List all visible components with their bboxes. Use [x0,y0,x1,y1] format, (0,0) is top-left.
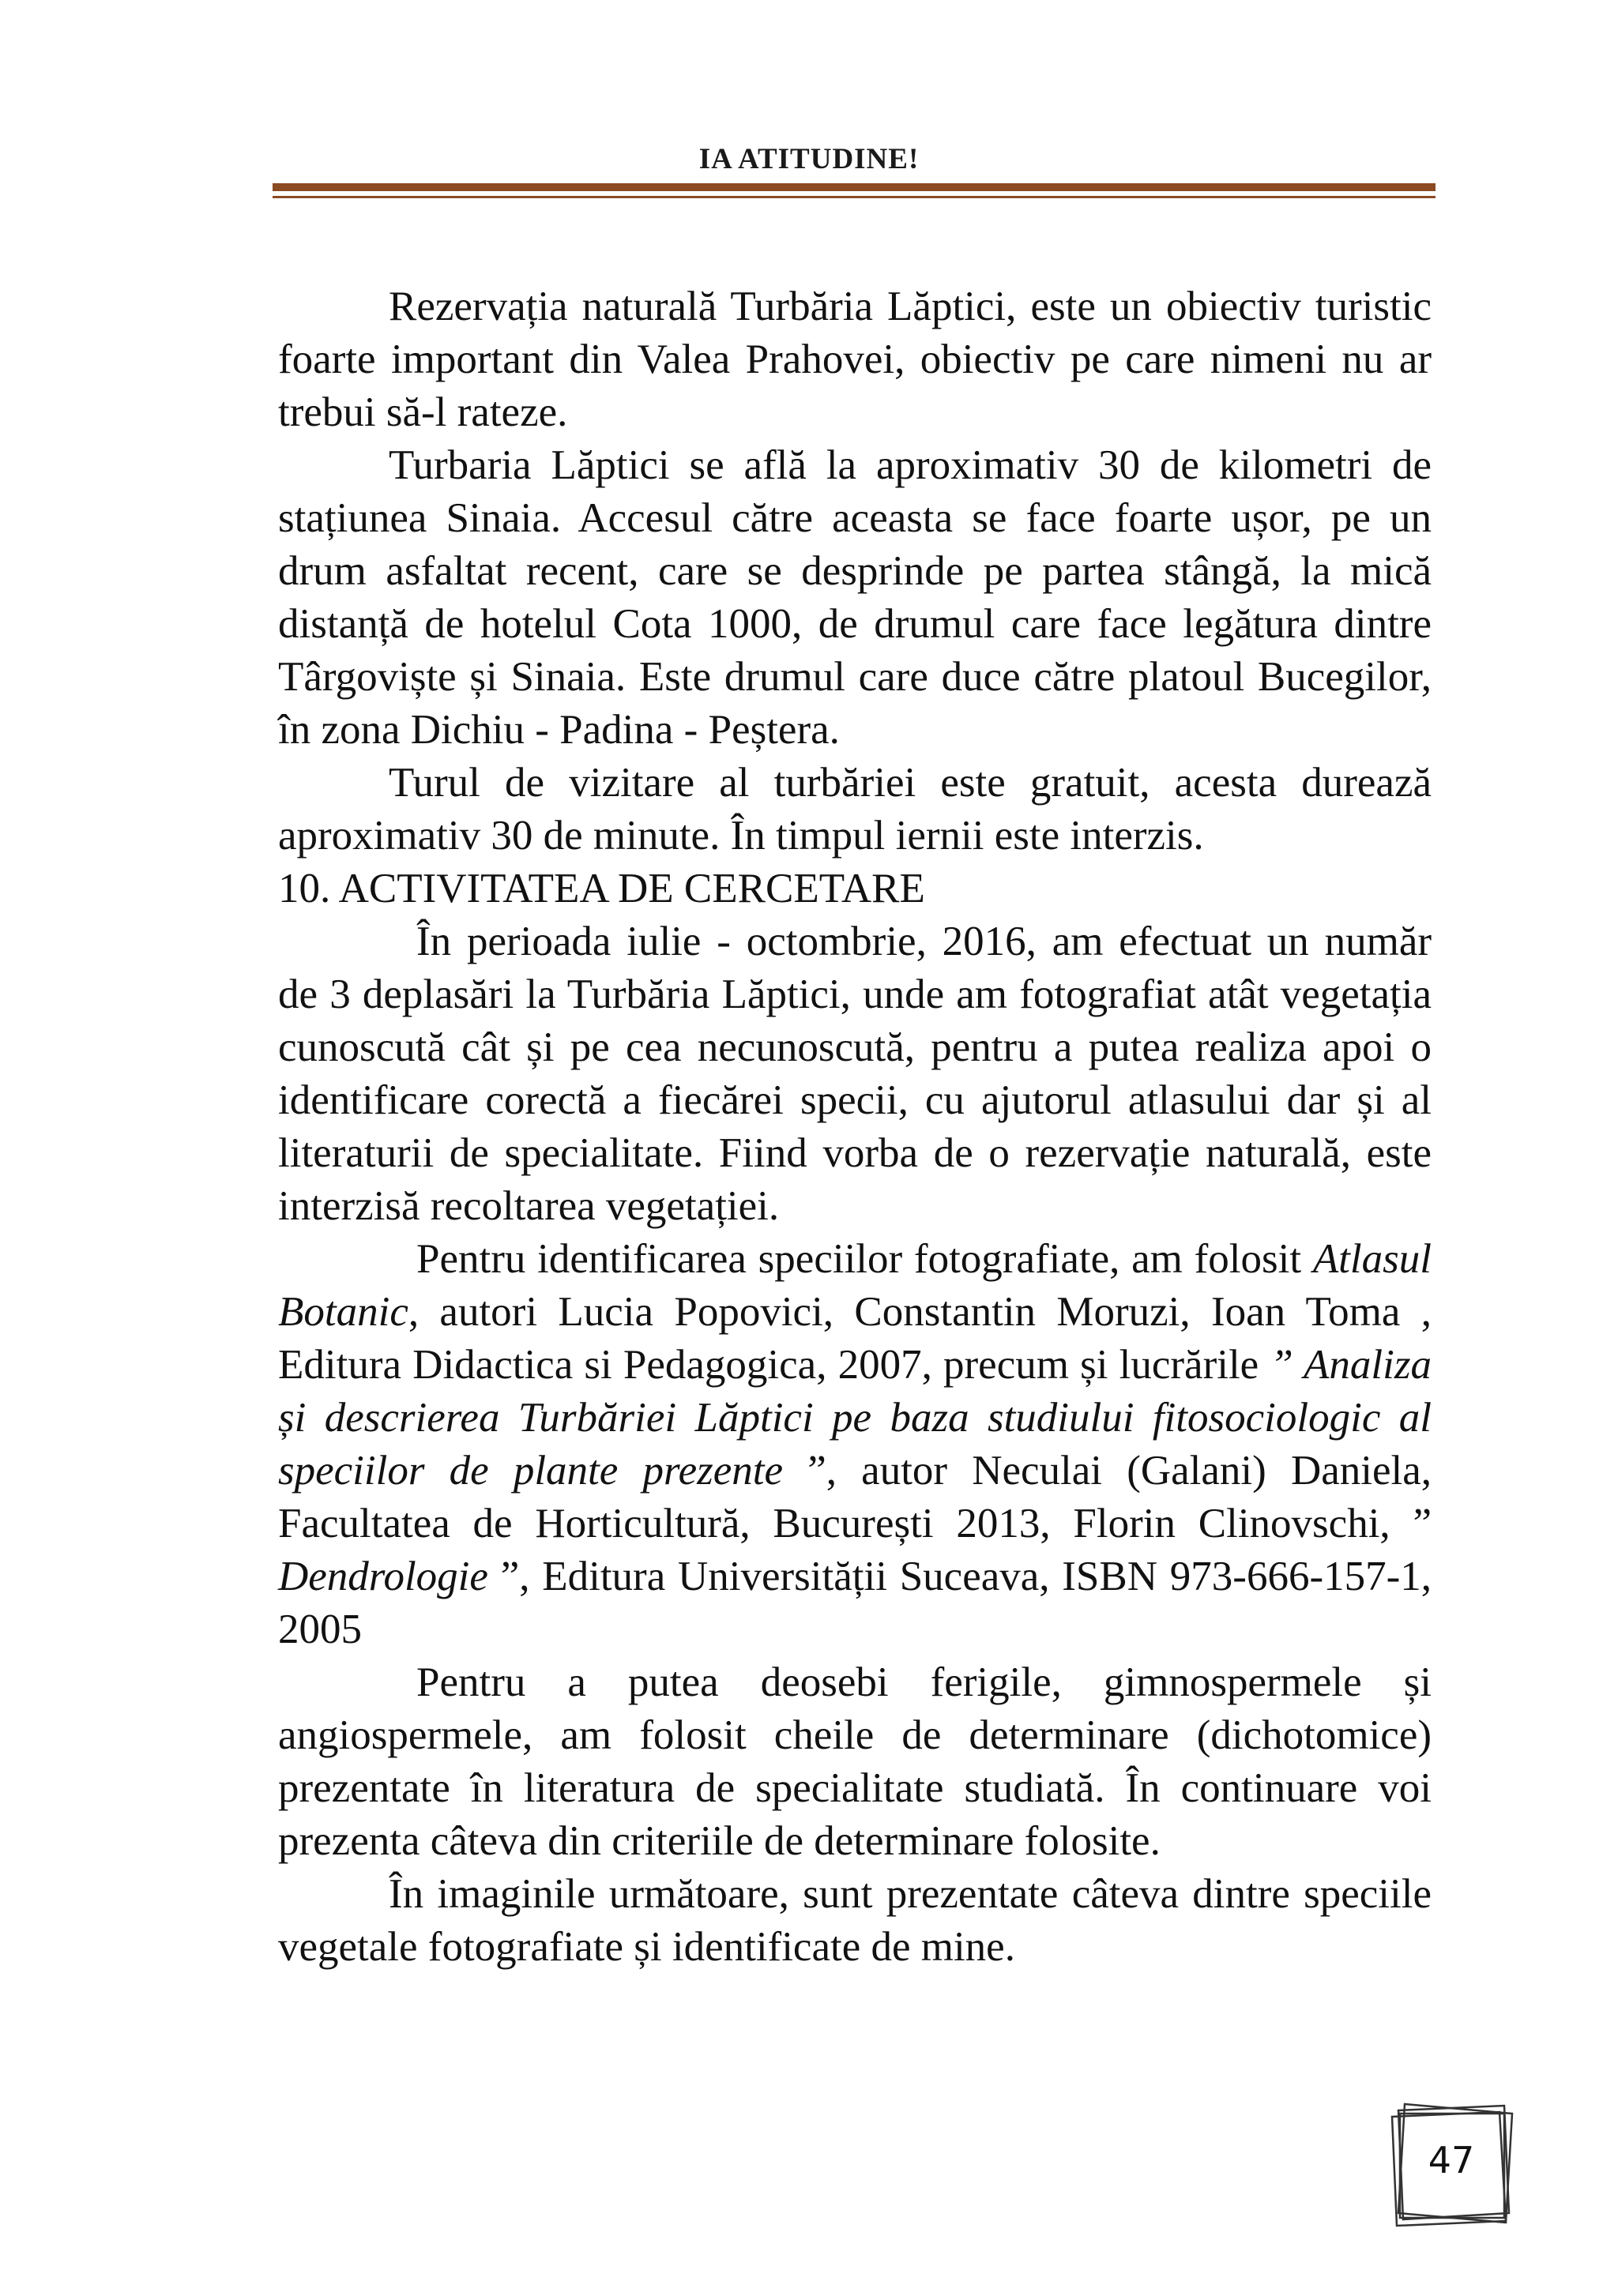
paragraph-7: În imaginile următoare, sunt prezentate câteva dintre speciile vegetale fotografiate și identificate de mine. [278,1871,1432,1970]
page-number-frame [1381,2095,1522,2235]
book-title-dendrologie: Dendrologie [278,1554,488,1599]
paragraph-3: Turul de vizitare al turbăriei este gratuit, acesta durează aproximativ 30 de minute. În timpul iernii este interzis. [278,760,1432,859]
paragraph-5-part-c: ”, autor Neculai (Galani) Daniela, Facultatea de Horticultură, București 2013, Florin Clinovschi, ” [278,1448,1432,1546]
paragraph-5-part-a: Pentru identificarea speciilor fotografiate, am folosit [416,1236,1313,1282]
running-header: IA ATITUDINE! [698,143,920,175]
main-text [278,280,1432,1974]
paragraph-5-part-d: ”, Editura Universității Suceava, ISBN 973-666-157-1, 2005 [278,1554,1432,1652]
header-rule-thin [273,196,1436,198]
paragraph-2: Turbaria Lăptici se află la aproximativ 30 de kilometri de stațiunea Sinaia. Accesul către aceasta se face foarte ușor, pe un drum asfaltat recent, care se desprinde pe partea stângă, la mică distanță de hotelul Cota 1000, de drumul care face legătura dintre Târgoviște și Sinaia. Este drumul care duce către platoul Bucegilor, în zona Dichiu - Padina - Peștera. [278,442,1432,753]
paragraph-5 [278,1233,1432,1656]
paragraph-4: În perioada iulie - octombrie, 2016, am efectuat un număr de 3 deplasări la Turbăria Lăptici, unde am fotografiat atât vegetația cunoscută cât și pe cea necunoscută, pentru a putea realiza apoi o identificare corectă a fiecărei specii, cu ajutorul atlasului dar și al literaturii de specialitate. Fiind vorba de o rezervație naturală, este interzisă recoltarea vegetației. [278,919,1432,1229]
section-heading: 10. ACTIVITATEA DE CERCETARE [278,866,925,911]
book-title-atlas: Atlasul Botanic [278,1236,1432,1335]
paragraph-1: Rezervația naturală Turbăria Lăptici, este un obiectiv turistic foarte important din Valea Prahovei, obiectiv pe care nimeni nu ar trebui să-l rateze. [278,284,1432,435]
thesis-title: ” Analiza și descrierea Turbăriei Lăptici pe baza studiului fitosociologic al speciilor de plante prezente [278,1342,1432,1494]
header-rule-thick [273,183,1436,191]
page-number: 47 [1428,2139,1475,2181]
paragraph-6: Pentru a putea deosebi ferigile, gimnospermele și angiospermele, am folosit cheile de determinare (dichotomice) prezentate în literatura de specialitate studiată. În continuare voi prezenta câteva din criteriile de determinare folosite. [278,1659,1432,1864]
paragraph-5-part-b: , autori Lucia Popovici, Constantin Moruzi, Ioan Toma , Editura Didactica si Pedagogica, 2007, precum și lucrările [278,1289,1432,1388]
